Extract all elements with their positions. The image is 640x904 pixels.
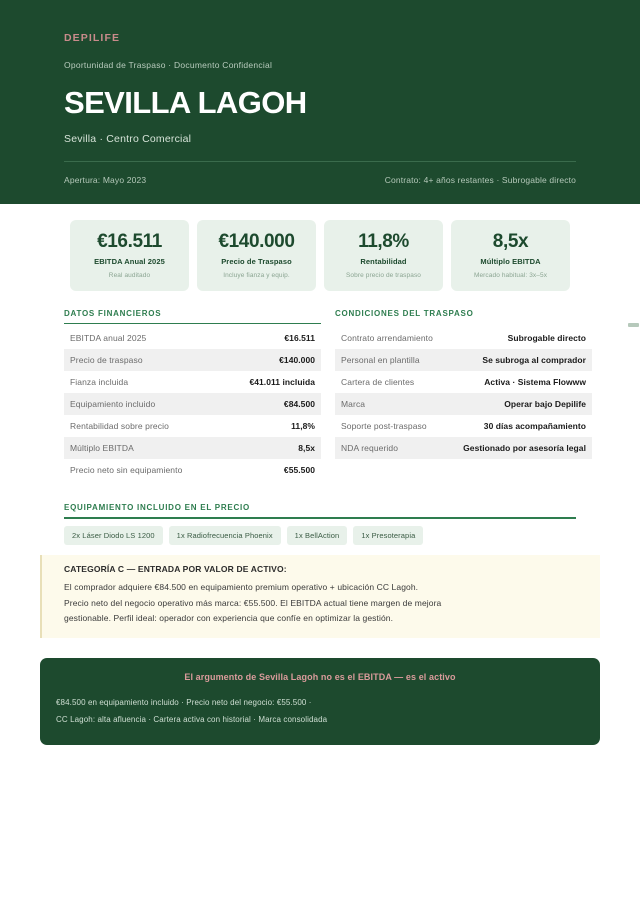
- row-key: Precio neto sin equipamiento: [70, 465, 183, 476]
- row-value: Activa · Sistema Flowww: [484, 376, 586, 387]
- table-row: [64, 371, 321, 393]
- row-value: €55.500: [283, 465, 315, 476]
- section-heading-equipment: EQUIPAMIENTO INCLUIDO EN EL PRECIO: [64, 503, 250, 513]
- page-subtitle: Sevilla · Centro Comercial: [64, 132, 192, 145]
- kpi-label: EBITDA Anual 2025: [94, 256, 165, 266]
- page-edge-artifact: [628, 323, 639, 327]
- table-row: [64, 415, 321, 437]
- row-key: Soporte post-traspaso: [341, 420, 427, 431]
- table-row: [64, 459, 321, 481]
- row-value: 11,8%: [291, 421, 315, 432]
- kpi-value: €16.511: [97, 231, 162, 252]
- table-row: [335, 437, 592, 459]
- row-value: Operar bajo Depilife: [504, 398, 586, 409]
- table-row: [64, 437, 321, 459]
- panel-title: El argumento de Sevilla Lagoh no es el EBITDA — es el activo: [184, 672, 456, 682]
- table-row: [335, 393, 592, 415]
- header-meta-contract: Contrato: 4+ años restantes · Subrogable directo: [384, 174, 576, 185]
- table-row: [64, 349, 321, 371]
- transfer-conditions-section: [335, 309, 592, 482]
- row-key: NDA requerido: [341, 442, 399, 453]
- row-key: Múltiplo EBITDA: [70, 443, 134, 454]
- callout-line: El comprador adquiere €84.500 en equipamiento premium operativo + ubicación CC Lagoh.: [64, 581, 419, 592]
- equipment-tag: 2x Láser Diodo LS 1200: [64, 526, 163, 545]
- row-value: Subrogable directo: [507, 332, 586, 343]
- kpi-note: Mercado habitual: 3x–5x: [473, 271, 548, 279]
- header-meta-opening: Apertura: Mayo 2023: [64, 174, 147, 185]
- header-meta: [64, 175, 576, 185]
- section-underline: [64, 323, 321, 325]
- table-row: [335, 349, 592, 371]
- document-header: [0, 0, 640, 204]
- row-value: €140.000: [279, 355, 315, 366]
- kpi-card-yield: [324, 220, 443, 291]
- brand-name: DEPILIFE: [64, 32, 121, 44]
- kpi-note: Sobre precio de traspaso: [345, 271, 422, 279]
- header-kicker: Oportunidad de Traspaso · Documento Confidencial: [64, 60, 273, 70]
- equipment-tag: 1x Radiofrecuencia Phoenix: [169, 526, 281, 545]
- callout-title: CATEGORÍA C — ENTRADA POR VALOR DE ACTIVO:: [64, 563, 287, 574]
- table-row: [64, 327, 321, 349]
- row-value: Gestionado por asesoría legal: [463, 442, 586, 453]
- row-key: Marca: [341, 398, 366, 409]
- row-key: Personal en plantilla: [341, 354, 420, 365]
- kpi-label: Múltiplo EBITDA: [480, 256, 541, 266]
- kpi-label: Rentabilidad: [360, 256, 407, 266]
- row-key: Precio de traspaso: [70, 355, 143, 366]
- category-callout: [40, 555, 600, 638]
- kpi-card-row: [0, 204, 640, 291]
- row-value: €16.511: [284, 333, 315, 344]
- kpi-card-ebitda: [70, 220, 189, 291]
- row-key: EBITDA anual 2025: [70, 333, 147, 344]
- panel-line: €84.500 en equipamiento incluido · Precio neto del negocio: €55.500 ·: [56, 698, 312, 707]
- financial-data-section: [64, 309, 321, 482]
- panel-line: CC Lagoh: alta afluencia · Cartera activa con historial · Marca consolidada: [56, 714, 328, 724]
- summary-panel: [40, 658, 600, 745]
- row-key: Cartera de clientes: [341, 376, 415, 387]
- row-key: Equipamiento incluido: [70, 399, 156, 410]
- detail-columns: [0, 291, 640, 482]
- kpi-card-price: [197, 220, 316, 291]
- row-value: 30 días acompañamiento: [483, 420, 586, 431]
- callout-line: gestionable. Perfil ideal: operador con experiencia que confíe en optimizar la gestión.: [64, 613, 394, 624]
- table-row: [335, 415, 592, 437]
- table-row: [64, 393, 321, 415]
- table-row: [335, 371, 592, 393]
- row-value: Se subroga al comprador: [482, 354, 586, 365]
- kpi-value: €140.000: [218, 231, 295, 252]
- section-underline: [64, 517, 576, 519]
- row-key: Contrato arrendamiento: [341, 332, 433, 343]
- kpi-card-multiple: [451, 220, 570, 291]
- row-value: €41.011 incluida: [249, 377, 315, 388]
- equipment-tag: 1x Presoterapia: [353, 526, 423, 545]
- row-value: €84.500: [283, 399, 315, 410]
- kpi-note: Real auditado: [108, 271, 151, 279]
- kpi-value: 8,5x: [492, 231, 529, 252]
- kpi-value: 11,8%: [358, 231, 409, 252]
- page-title: SEVILLA LAGOH: [64, 85, 307, 120]
- kpi-label: Precio de Traspaso: [221, 256, 292, 266]
- header-divider: [64, 161, 576, 162]
- callout-line: Precio neto del negocio operativo más marca: €55.500. El EBITDA actual tiene margen de mejora: [64, 597, 442, 608]
- equipment-section: [0, 481, 640, 545]
- row-value: 8,5x: [298, 443, 315, 454]
- equipment-tag: 1x BellAction: [287, 526, 348, 545]
- equipment-tag-list: [64, 526, 576, 545]
- row-key: Rentabilidad sobre precio: [70, 421, 169, 432]
- table-row: [335, 327, 592, 349]
- kpi-note: Incluye fianza y equip.: [223, 271, 290, 279]
- section-heading-conditions: CONDICIONES DEL TRASPASO: [335, 308, 474, 318]
- row-key: Fianza incluida: [70, 377, 129, 388]
- section-heading-financials: DATOS FINANCIEROS: [64, 308, 162, 318]
